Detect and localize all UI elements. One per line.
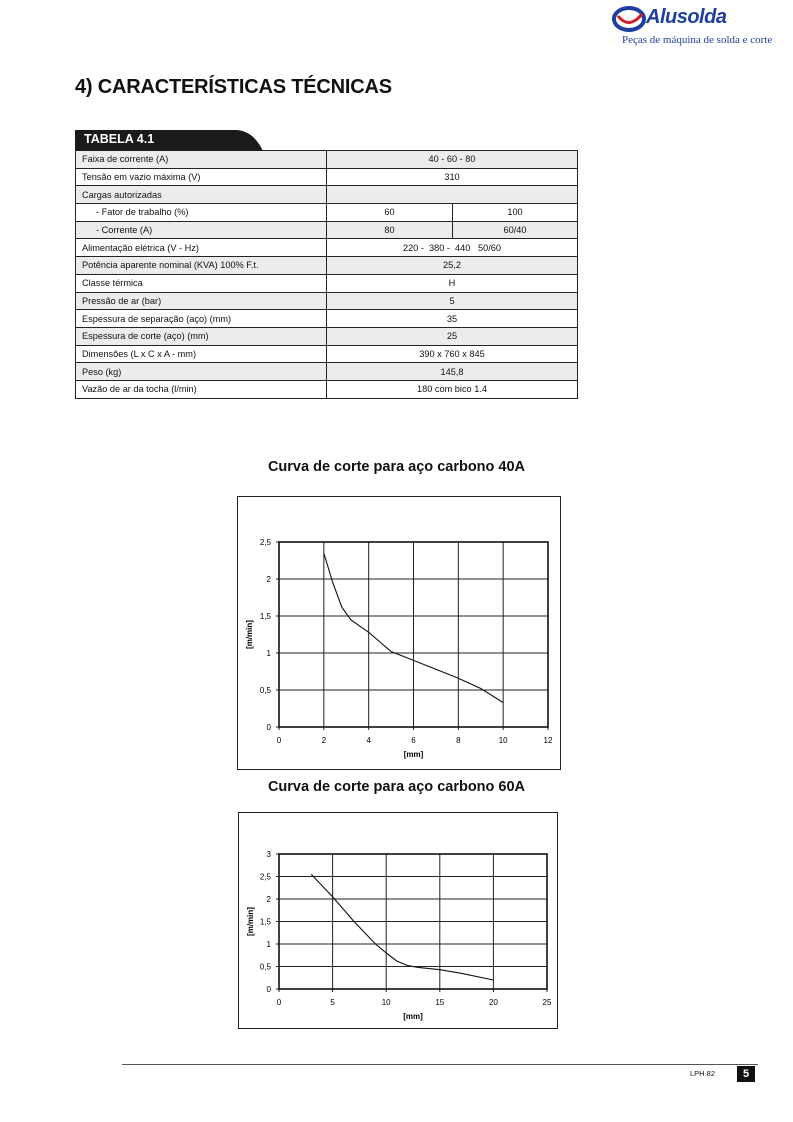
y-tick-label: 2,5 — [259, 872, 271, 882]
logo-tagline: Peças de máquina de solda e corte — [622, 34, 773, 46]
x-tick-label: 15 — [435, 998, 445, 1007]
chart-40a — [237, 496, 561, 770]
x-tick-label: 6 — [411, 736, 416, 745]
row-label: Cargas autorizadas — [76, 186, 327, 204]
row-label: Alimentação elétrica (V - Hz) — [76, 239, 327, 257]
row-label: Espessura de corte (aço) (mm) — [76, 327, 327, 345]
table-row — [76, 380, 578, 398]
x-tick-label: 10 — [498, 736, 508, 745]
x-tick-label: 25 — [542, 998, 552, 1007]
y-tick-label: 1,5 — [259, 612, 271, 621]
spec-table — [75, 150, 578, 399]
row-value-b: 100 — [453, 204, 578, 222]
table-row — [76, 239, 578, 257]
chart-60a-plot — [239, 813, 557, 1028]
x-tick-label: 10 — [381, 998, 391, 1007]
x-axis-label: [mm] — [403, 1012, 423, 1021]
x-tick-label: 20 — [488, 998, 498, 1007]
row-value: 40 - 60 - 80 — [327, 151, 578, 169]
x-tick-label: 2 — [321, 736, 327, 745]
table-row — [76, 327, 578, 345]
x-tick-label: 4 — [366, 736, 371, 745]
table-row — [76, 151, 578, 169]
y-tick-label: 0,5 — [259, 962, 271, 972]
row-label: Vazão de ar da tocha (l/min) — [76, 380, 327, 398]
table-row — [76, 274, 578, 292]
row-label: Faixa de corrente (A) — [76, 151, 327, 169]
row-value: H — [327, 274, 578, 292]
x-tick-label: 12 — [543, 736, 553, 745]
chart-title-60a: Curva de corte para aço carbono 60A — [267, 779, 526, 795]
row-label: Espessura de separação (aço) (mm) — [76, 310, 327, 328]
table-row — [76, 310, 578, 328]
row-value: 390 x 760 x 845 — [327, 345, 578, 363]
y-tick-label: 1 — [266, 649, 271, 658]
chart-title-40a: Curva de corte para aço carbono 40A — [267, 459, 526, 475]
series-line — [311, 874, 493, 980]
x-tick-label: 5 — [330, 998, 335, 1007]
row-value: 35 — [327, 310, 578, 328]
y-tick-label: 0 — [266, 723, 271, 732]
row-value: 310 — [327, 168, 578, 186]
logo-swoosh-icon — [612, 4, 648, 34]
company-logo — [612, 4, 773, 48]
y-axis-label: [m/min] — [246, 907, 255, 936]
y-tick-label: 1 — [266, 940, 271, 949]
row-value — [327, 186, 578, 204]
table-row — [76, 186, 578, 204]
y-tick-label: 2,5 — [259, 538, 271, 547]
row-label: - Corrente (A) — [76, 221, 327, 239]
row-label: - Fator de trabalho (%) — [76, 204, 327, 222]
table-row — [76, 204, 578, 222]
row-value: 180 com bico 1.4 — [327, 380, 578, 398]
row-value-a: 60 — [327, 204, 453, 222]
page-number: 5 — [737, 1066, 755, 1082]
chart-40a-plot — [238, 497, 560, 769]
table-row — [76, 221, 578, 239]
y-tick-label: 3 — [266, 850, 271, 859]
row-label: Classe térmica — [76, 274, 327, 292]
y-tick-label: 0 — [266, 985, 271, 994]
chart-60a — [238, 812, 558, 1029]
x-axis-label: [mm] — [403, 750, 424, 759]
row-label: Pressão de ar (bar) — [76, 292, 327, 310]
logo-name: Alusolda — [646, 6, 727, 28]
row-label: Peso (kg) — [76, 363, 327, 381]
row-label: Tensão em vazio máxima (V) — [76, 168, 327, 186]
row-label: Potência aparente nominal (KVA) 100% F.t. — [76, 257, 327, 275]
x-tick-label: 0 — [276, 998, 282, 1007]
table-label: TABELA 4.1 — [84, 132, 155, 146]
row-value: 25,2 — [327, 257, 578, 275]
y-tick-label: 2 — [266, 895, 271, 904]
row-value-b: 60/40 — [453, 221, 578, 239]
footer-code: LPH 82 — [690, 1069, 716, 1078]
row-value: 220 - 380 - 440 50/60 — [327, 239, 578, 257]
y-axis-label: [m/min] — [245, 620, 254, 649]
row-value: 145,8 — [327, 363, 578, 381]
y-tick-label: 2 — [266, 575, 271, 584]
table-row — [76, 363, 578, 381]
y-tick-label: 1,5 — [259, 917, 271, 927]
y-tick-label: 0,5 — [259, 686, 271, 695]
x-tick-label: 8 — [456, 736, 461, 745]
footer-divider — [122, 1064, 758, 1065]
table-row — [76, 292, 578, 310]
row-value-a: 80 — [327, 221, 453, 239]
table-row — [76, 345, 578, 363]
table-row — [76, 168, 578, 186]
x-tick-label: 0 — [276, 736, 282, 745]
row-value: 25 — [327, 327, 578, 345]
table-row — [76, 257, 578, 275]
section-title: 4) CARACTERÍSTICAS TÉCNICAS — [75, 76, 392, 98]
row-value: 5 — [327, 292, 578, 310]
row-label: Dimensões (L x C x A - mm) — [76, 345, 327, 363]
